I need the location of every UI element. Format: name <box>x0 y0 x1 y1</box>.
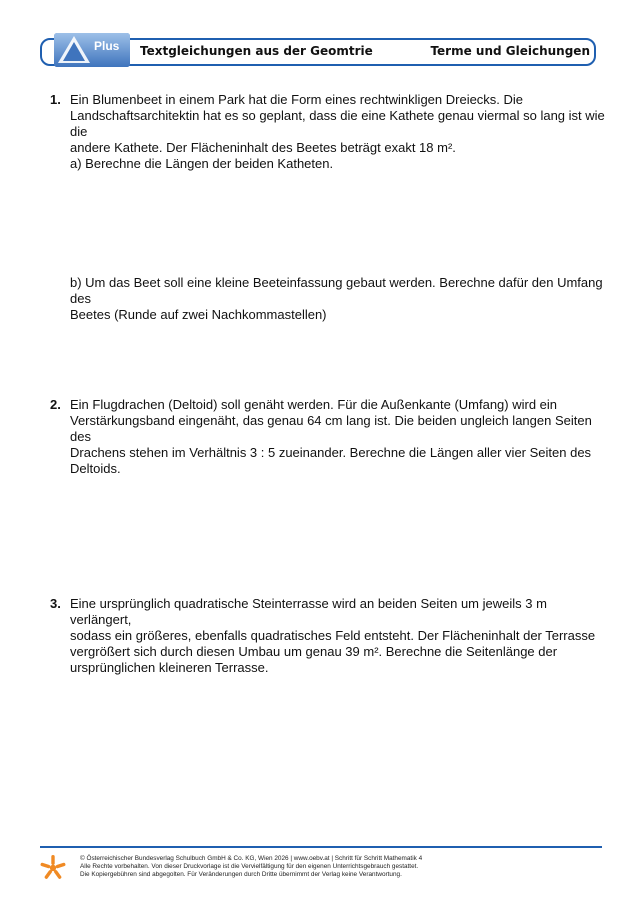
task-line: Verstärkungsband eingenäht, das genau 64 cm lang ist. Die beiden ungleich langen Seiten des <box>70 413 592 444</box>
task-number: 2. <box>50 397 61 412</box>
task-line: Beetes (Runde auf zwei Nachkommastellen) <box>70 307 327 322</box>
task-3 <box>50 596 610 676</box>
plus-logo-icon <box>54 33 130 67</box>
footer-line: Alle Rechte vorbehalten. Von dieser Druckvorlage ist die Vervielfältigung für den eigenen Unterrichtsgebrauch gestattet. <box>80 863 419 871</box>
footer-line: Die Kopiergebühren sind abgegolten. Für Veränderungen durch Dritte übernimmt der Verlag keine Verantwortung. <box>80 871 402 879</box>
task-number: 1. <box>50 92 61 107</box>
task-line: vergrößert sich durch diesen Umbau um genau 39 m². Berechne die Seitenlänge der <box>70 644 558 659</box>
task-line: Drachens stehen im Verhältnis 3 : 5 zueinander. Berechne die Längen aller vier Seiten des <box>70 445 592 460</box>
task-number: 3. <box>50 596 61 611</box>
task-2 <box>50 397 610 477</box>
task-line: Landschaftsarchitektin hat es so geplant, dass die eine Kathete genau viermal so lang ist wie die <box>70 108 605 139</box>
task-line: a) Berechne die Längen der beiden Katheten. <box>70 156 334 171</box>
footer-line: © Österreichischer Bundesverlag Schulbuch GmbH & Co. KG, Wien 2026 | www.oebv.at | Schritt für Schritt Mathematik 4 <box>80 855 423 862</box>
task-1 <box>50 92 610 172</box>
page-title: Textgleichungen aus der Geomtrie <box>140 44 373 58</box>
task-line: b) Um das Beet soll eine kleine Beeteinfassung gebaut werden. Berechne dafür den Umfang des <box>70 275 603 306</box>
task-line: andere Kathete. Der Flächeninhalt des Beetes beträgt exakt 18 m². <box>70 140 456 155</box>
logo-text: Plus <box>94 39 120 53</box>
footer-divider <box>40 846 602 848</box>
topic-label: Terme und Gleichungen <box>430 44 590 58</box>
footer-copyright <box>80 855 422 880</box>
task-line: ursprünglichen kleineren Terrasse. <box>70 660 269 675</box>
publisher-logo-icon <box>40 854 66 882</box>
task-line: Ein Flugdrachen (Deltoid) soll genäht werden. Für die Außenkante (Umfang) wird ein <box>70 397 558 412</box>
task-line: Deltoids. <box>70 461 121 476</box>
task-line: sodass ein größeres, ebenfalls quadratisches Feld entsteht. Der Flächeninhalt der Terrasse <box>70 628 596 643</box>
task-1b <box>50 275 610 323</box>
task-line: Eine ursprünglich quadratische Steinterrasse wird an beiden Seiten um jeweils 3 m verlängert, <box>70 596 547 627</box>
task-line: Ein Blumenbeet in einem Park hat die Form eines rechtwinkligen Dreiecks. Die <box>70 92 524 107</box>
